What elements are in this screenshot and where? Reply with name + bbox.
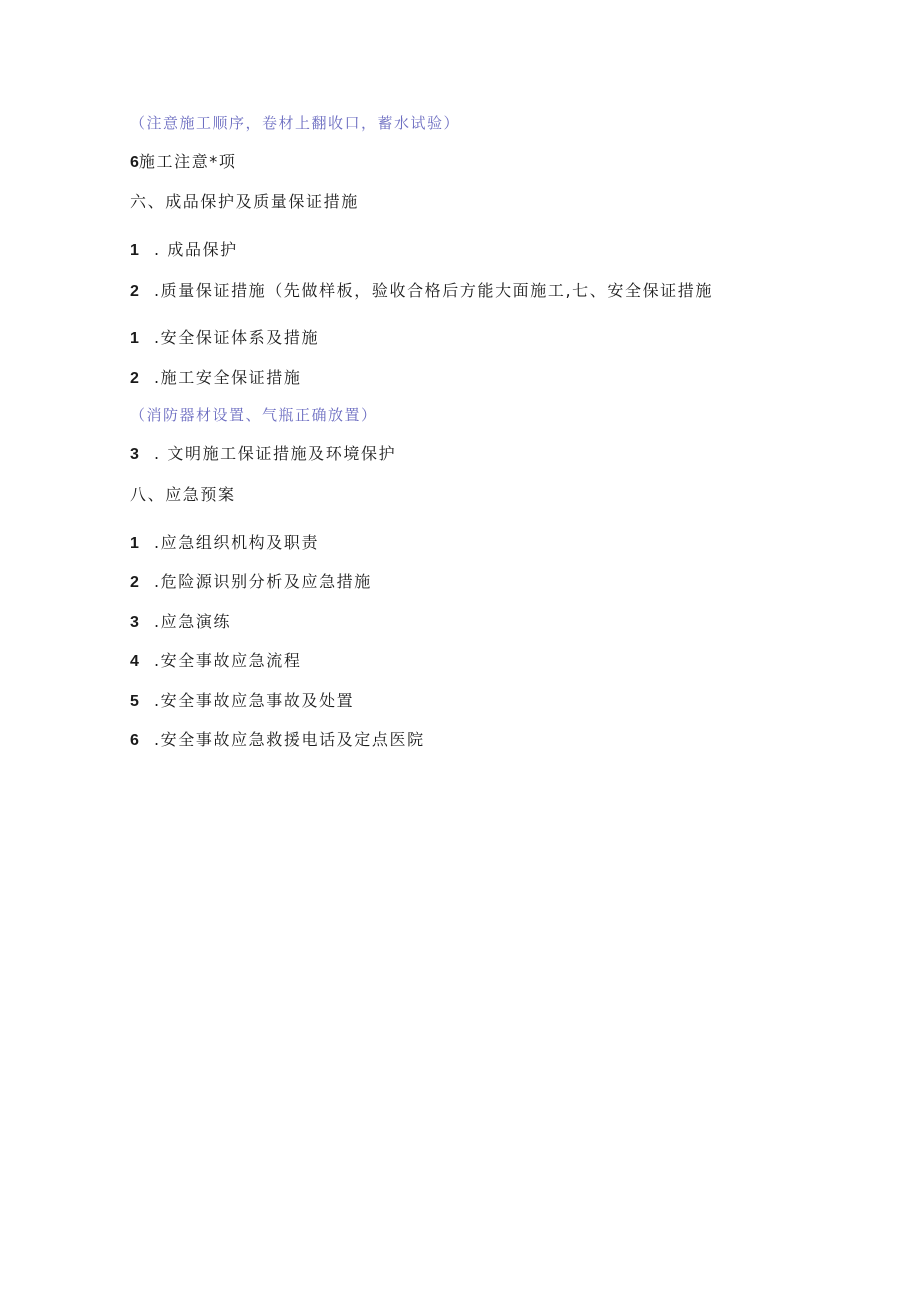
s8-item-2 xyxy=(130,572,372,593)
s8-item-6 xyxy=(130,730,425,751)
s6-item-2 xyxy=(130,281,713,302)
fire-safety-note: （消防器材设置、气瓶正确放置） xyxy=(130,406,378,424)
item-text: .安全保证体系及措施 xyxy=(154,328,320,347)
s6-item-1 xyxy=(130,240,238,261)
item-text: .应急演练 xyxy=(154,612,232,631)
item-number: 3 xyxy=(130,446,139,463)
item-text: .安全事故应急救援电话及定点医院 xyxy=(154,730,425,749)
item-text: .危险源识别分析及应急措施 xyxy=(154,572,372,591)
s7-item-1 xyxy=(130,328,319,349)
item-number: 1 xyxy=(130,535,139,552)
item-number: 5 xyxy=(130,693,139,710)
item-number: 2 xyxy=(130,370,139,387)
item-text: .质量保证措施（先做样板，验收合格后方能大面施工,七、安全保证措施 xyxy=(154,281,713,300)
s7-item-3 xyxy=(130,444,396,465)
item-number: 2 xyxy=(130,283,139,300)
item-number: 6 xyxy=(130,154,139,171)
item-text: .应急组织机构及职责 xyxy=(154,533,320,552)
item-number: 6 xyxy=(130,732,139,749)
s8-item-3 xyxy=(130,612,231,633)
item-text: 施工注意*项 xyxy=(138,152,237,171)
item-text: .安全事故应急流程 xyxy=(154,651,302,670)
s8-item-4 xyxy=(130,651,302,672)
item-text: .安全事故应急事故及处置 xyxy=(154,691,355,710)
section-heading-6: 六、成品保护及质量保证措施 xyxy=(130,192,359,211)
s8-item-5 xyxy=(130,691,354,712)
construction-order-note: （注意施工顺序，卷材上翻收口，蓄水试验） xyxy=(130,114,461,132)
item-number: 2 xyxy=(130,574,139,591)
item-number: 3 xyxy=(130,614,139,631)
item-text: .施工安全保证措施 xyxy=(154,368,302,387)
item-6-construction-notes xyxy=(130,152,237,173)
item-number: 1 xyxy=(130,242,139,259)
section-heading-8: 八、应急预案 xyxy=(130,485,236,504)
s7-item-2 xyxy=(130,368,302,389)
item-number: 1 xyxy=(130,330,139,347)
item-text: . 成品保护 xyxy=(154,240,238,259)
item-number: 4 xyxy=(130,653,139,670)
s8-item-1 xyxy=(130,533,319,554)
item-text: . 文明施工保证措施及环境保护 xyxy=(154,444,397,463)
